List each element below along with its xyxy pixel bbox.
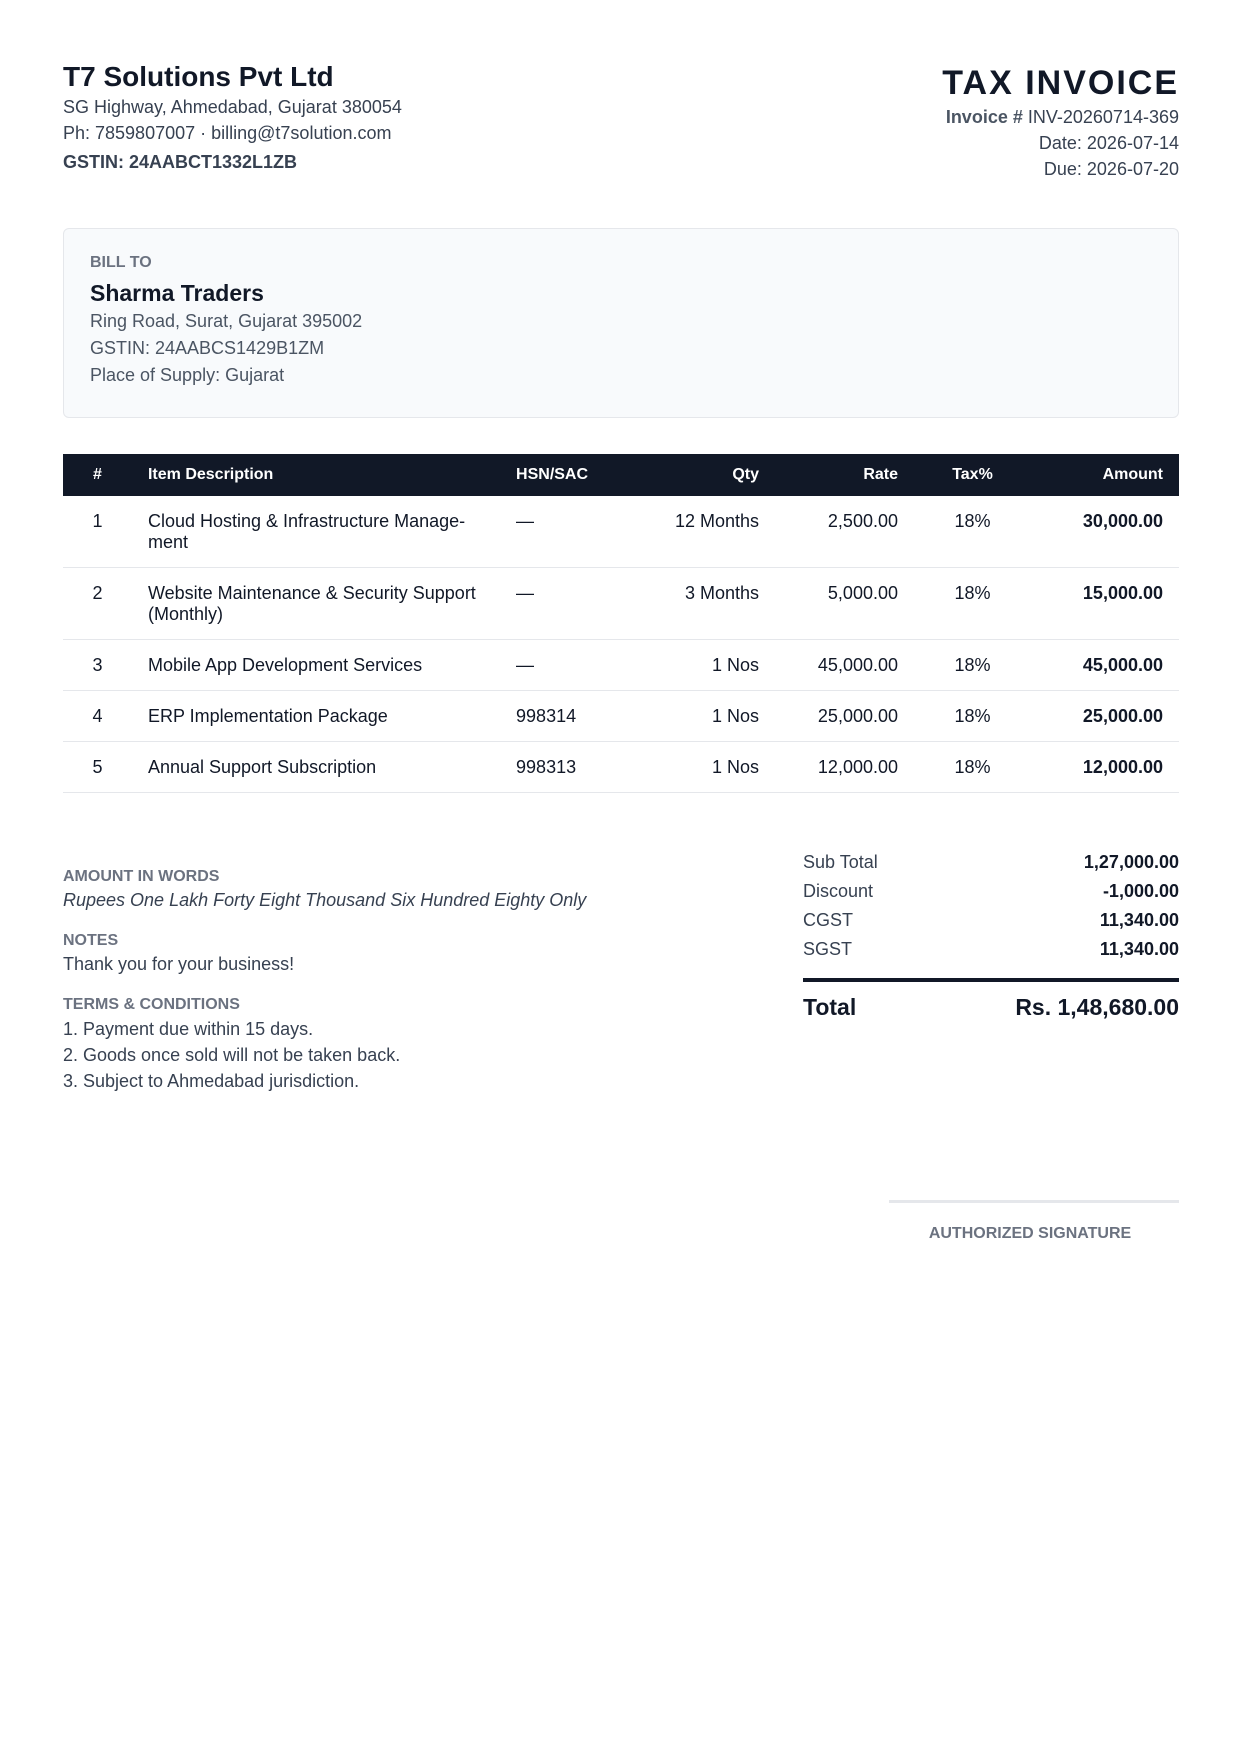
col-header-qty: Qty [732,466,760,483]
row-tax: 18% [914,496,1031,568]
row-amount: 12,000.00 [1031,742,1179,793]
row-description: Website Maintenance & Security Support (Monthly) [132,568,500,640]
row-tax: 18% [914,640,1031,691]
invoice-number: INV-20260714-369 [1027,107,1179,127]
seller-gstin: GSTIN: 24AABCT1332L1ZB [63,152,298,172]
terms-line: 3. Subject to Ahmedabad jurisdiction. [63,1071,360,1091]
col-header-amount: Amount [1102,466,1163,483]
seller-address: SG Highway, Ahmedabad, Gujarat 380054 [63,97,402,117]
row-amount: 15,000.00 [1031,568,1179,640]
grand-total-label: Total [803,994,857,1020]
terms-line: 1. Payment due within 15 days. [63,1019,314,1039]
col-header-tax: Tax% [952,466,993,483]
totals-block [803,848,1179,1022]
row-rate: 5,000.00 [775,568,914,640]
row-rate: 45,000.00 [775,640,914,691]
signature-block [889,1200,1179,1243]
discount-row [803,877,1179,906]
row-description: Cloud Hosting & Infrastructure Manage- ment [132,496,500,568]
table-row [63,742,1179,793]
table-row [63,568,1179,640]
row-description: ERP Implementation Package [132,691,500,742]
invoice-number-label: Invoice # [945,107,1023,127]
sgst-value: 11,340.00 [1099,939,1179,959]
row-amount: 45,000.00 [1031,640,1179,691]
row-description: Mobile App Development Services [132,640,500,691]
sgst-label: SGST [803,939,853,959]
signature-label: AUTHORIZED SIGNATURE [928,1225,1132,1242]
row-rate: 25,000.00 [775,691,914,742]
row-tax: 18% [914,691,1031,742]
col-header-hsn: HSN/SAC [516,466,589,483]
row-hsn: — [500,496,629,568]
bill-to-place-of-supply: Place of Supply: Gujarat [90,365,285,385]
bill-to-panel [63,228,1179,418]
row-hsn: 998313 [500,742,629,793]
invoice-date: Date: 2026-07-14 [1038,133,1179,153]
invoice-title: TAX INVOICE [942,64,1179,102]
sgst-row [803,935,1179,964]
subtotal-row [803,848,1179,877]
cgst-value: 11,340.00 [1099,910,1179,930]
row-qty: 3 Months [629,568,775,640]
row-amount: 30,000.00 [1031,496,1179,568]
bill-to-label: BILL TO [90,254,152,271]
items-table [63,454,1179,793]
row-num: 4 [63,691,132,742]
grand-total-row [803,978,1179,1022]
row-rate: 2,500.00 [775,496,914,568]
invoice-number-line [942,104,1179,130]
row-amount: 25,000.00 [1031,691,1179,742]
table-header-row [63,454,1179,496]
row-num: 1 [63,496,132,568]
cgst-row [803,906,1179,935]
row-tax: 18% [914,568,1031,640]
bill-to-address: Ring Road, Surat, Gujarat 395002 [90,311,363,331]
cgst-label: CGST [803,910,854,930]
subtotal-value: 1,27,000.00 [1083,852,1179,872]
row-qty: 1 Nos [629,742,775,793]
row-num: 3 [63,640,132,691]
subtotal-label: Sub Total [803,852,878,872]
row-qty: 1 Nos [629,691,775,742]
seller-block [63,60,402,175]
row-rate: 12,000.00 [775,742,914,793]
terms-label: TERMS & CONDITIONS [63,996,240,1013]
row-hsn: — [500,640,629,691]
table-row [63,691,1179,742]
seller-name: T7 Solutions Pvt Ltd [63,61,334,92]
row-qty: 1 Nos [629,640,775,691]
bill-to-gstin: GSTIN: 24AABCS1429B1ZM [90,338,325,358]
invoice-header [942,60,1179,182]
row-num: 5 [63,742,132,793]
notes-section [63,866,763,1094]
row-num: 2 [63,568,132,640]
signature-line [889,1200,1179,1203]
amount-in-words-text: Rupees One Lakh Forty Eight Thousand Six Hundred Eighty Only [63,890,587,910]
col-header-description: Item Description [147,466,274,483]
table-row [63,640,1179,691]
seller-contact: Ph: 7859807007 · billing@t7solution.com [63,123,392,143]
discount-value: -1,000.00 [1102,881,1179,901]
row-hsn: — [500,568,629,640]
discount-label: Discount [803,881,874,901]
notes-text: Thank you for your business! [63,954,295,974]
invoice-due-date: Due: 2026-07-20 [1043,159,1179,179]
col-header-rate: Rate [863,466,898,483]
notes-label: NOTES [63,932,119,949]
bill-to-name: Sharma Traders [90,280,264,306]
row-hsn: 998314 [500,691,629,742]
amount-in-words-label: AMOUNT IN WORDS [63,868,220,885]
table-row [63,496,1179,568]
row-tax: 18% [914,742,1031,793]
grand-total-value: Rs. 1,48,680.00 [1015,994,1179,1020]
terms-line: 2. Goods once sold will not be taken back. [63,1045,401,1065]
row-description: Annual Support Subscription [132,742,500,793]
col-header-num: # [93,466,102,483]
row-qty: 12 Months [629,496,775,568]
